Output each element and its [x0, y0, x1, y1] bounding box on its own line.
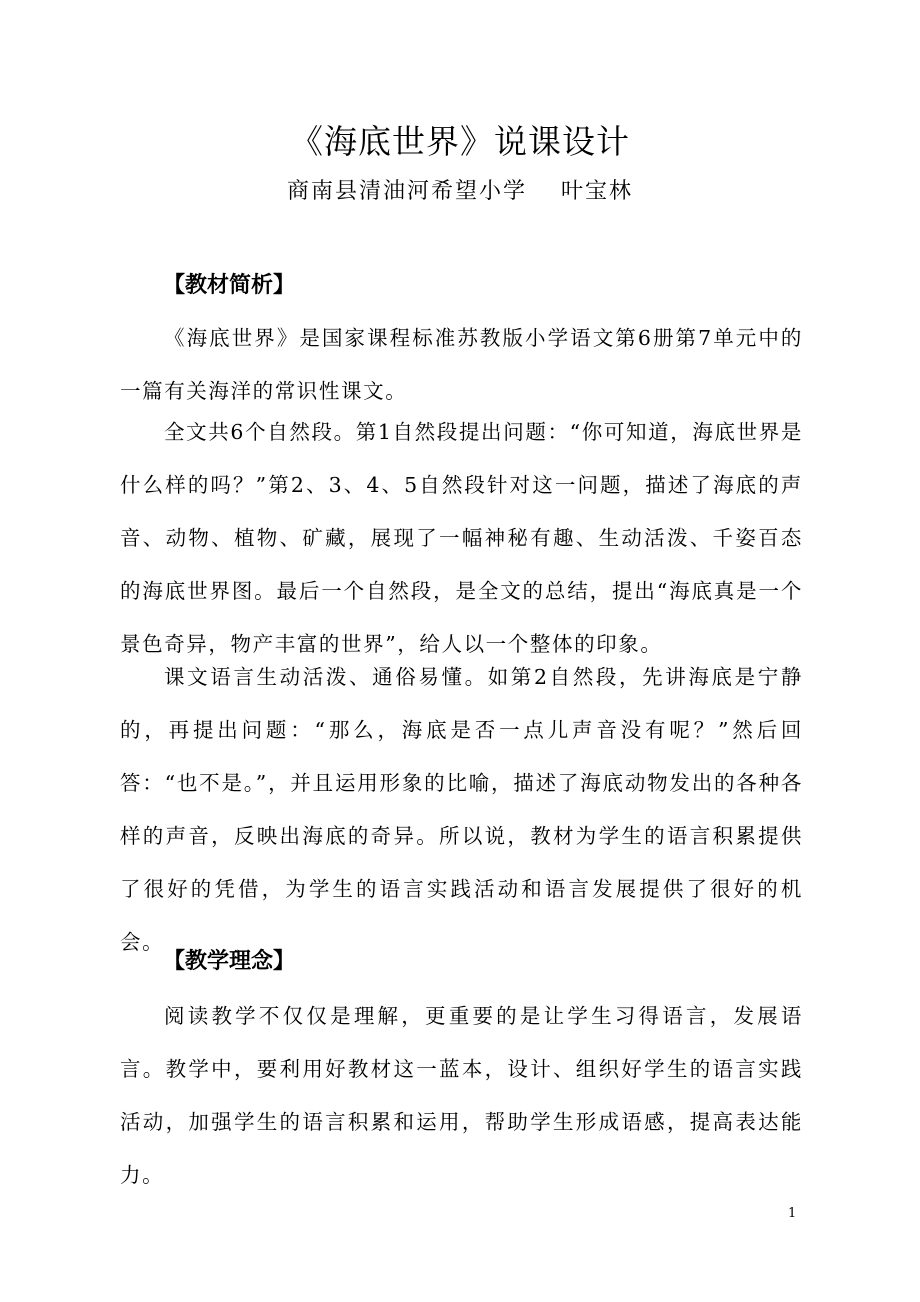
- paragraph-structure: 全文共6个自然段。第1自然段提出问题：“你可知道，海底世界是什么样的吗？”第2、3、4、5自然段针对这一问题，描述了海底的声音、动物、植物、矿藏，展现了一幅神秘有趣、生动活泼、千姿百态的海底世界图。最后一个自然段，是全文的总结，提出“海底真是一个景色奇异，物产丰富的世界”，给人以一个整体的印象。: [120, 420, 803, 656]
- paragraph-textbook-intro: 《海底世界》是国家课程标准苏教版小学语文第6册第7单元中的一篇有关海洋的常识性课文。: [120, 326, 803, 403]
- author-line: [0, 176, 920, 208]
- document-title: 《海底世界》说课设计: [290, 122, 630, 161]
- author-school: 商南县清油河希望小学: [286, 179, 527, 204]
- section-heading-textbook-analysis: 【教材简析】: [163, 273, 296, 298]
- paragraph-philosophy: 阅读教学不仅仅是理解，更重要的是让学生习得语言，发展语言。教学中，要利用好教材这一蓝本，设计、组织好学生的语言实践活动，加强学生的语言积累和运用，帮助学生形成语感，提高表达能力。: [120, 1004, 803, 1187]
- paragraph-language: 课文语言生动活泼、通俗易懂。如第2自然段，先讲海底是宁静的，再提出问题：“那么，海底是否一点儿声音没有呢？”然后回答：“也不是。”，并且运用形象的比喻，描述了海底动物发出的各种各样的声音，反映出海底的奇异。所以说，教材为学生的语言积累提供了很好的凭借，为学生的语言实践活动和语言发展提供了很好的机会。: [120, 665, 803, 954]
- page-number: 1: [788, 1206, 797, 1221]
- section-heading-teaching-philosophy: 【教学理念】: [163, 949, 296, 974]
- author-name: 叶宝林: [561, 179, 634, 204]
